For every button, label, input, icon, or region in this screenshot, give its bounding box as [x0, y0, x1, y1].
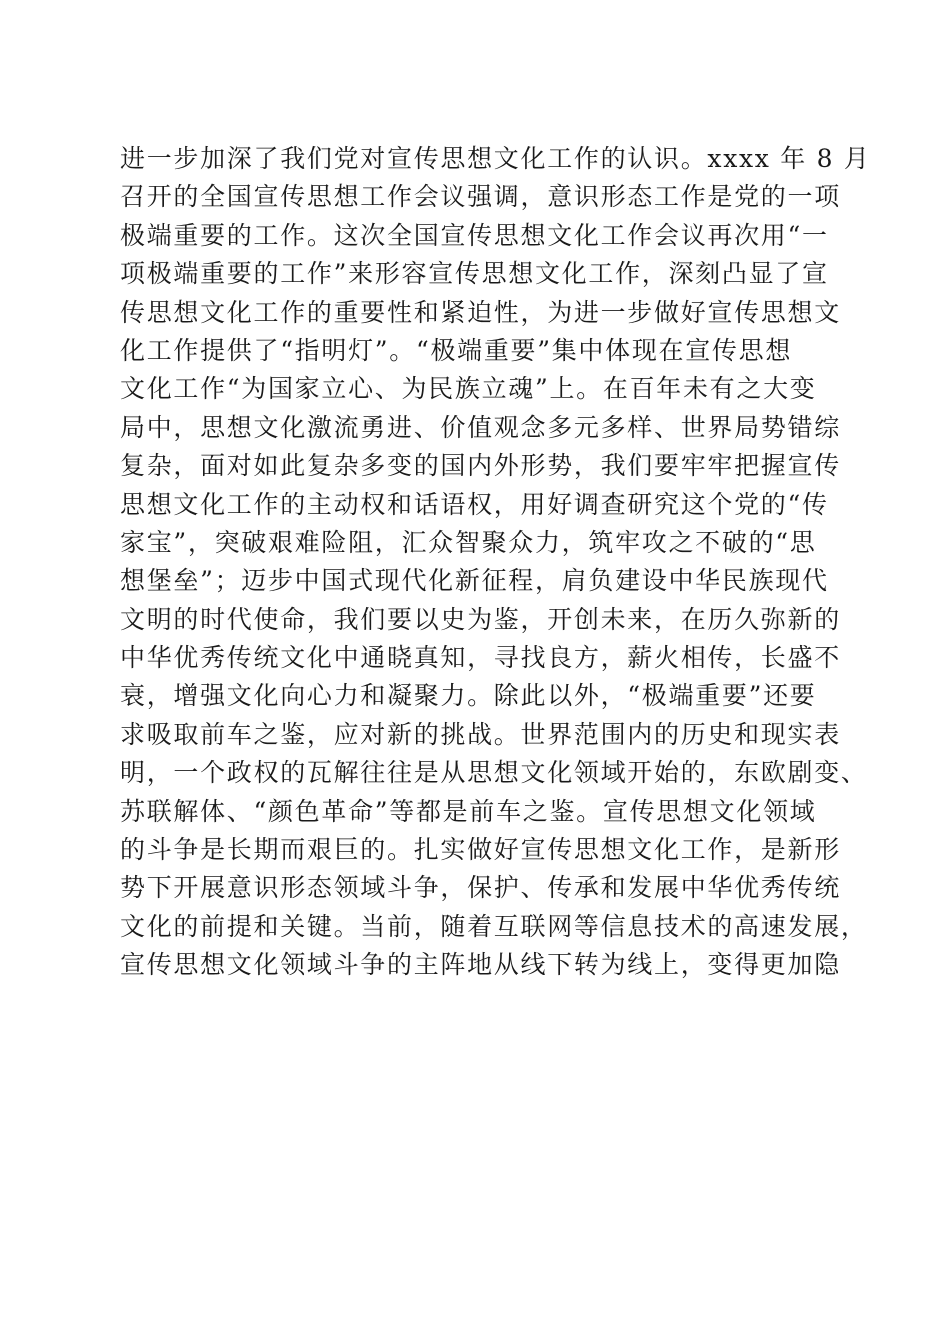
text-line: 化工作提供了“指明灯”。“极端重要”集中体现在宣传思想 [120, 335, 793, 365]
text-line: 衰，增强文化向心力和凝聚力。除此以外，“极端重要”还要 [120, 681, 817, 711]
text-line: 中华优秀传统文化中通晓真知，寻找良方，薪火相传，长盛不 [120, 643, 841, 673]
text-line: 复杂，面对如此复杂多变的国内外形势，我们要牢牢把握宣传 [120, 451, 841, 481]
text-line: 想堡垒”；迈步中国式现代化新征程，肩负建设中华民族现代 [120, 566, 829, 596]
text-line: 明，一个政权的瓦解往往是从思想文化领域开始的，东欧剧变、 [120, 758, 868, 788]
text-line: 求吸取前车之鉴，应对新的挑战。世界范围内的历史和现实表 [120, 719, 841, 749]
text-line: 召开的全国宣传思想工作会议强调，意识形态工作是党的一项 [120, 182, 841, 212]
text-line: 苏联解体、“颜色革命”等都是前车之鉴。宣传思想文化领域 [120, 796, 817, 826]
text-line: 势下开展意识形态领域斗争，保护、传承和发展中华优秀传统 [120, 873, 841, 903]
text-line: 思想文化工作的主动权和话语权，用好调查研究这个党的“传 [120, 489, 829, 519]
text-line: 传思想文化工作的重要性和紧迫性，为进一步做好宣传思想文 [120, 297, 841, 327]
text-line: 的斗争是长期而艰巨的。扎实做好宣传思想文化工作，是新形 [120, 835, 841, 865]
text-line: 文化工作“为国家立心、为民族立魂”上。在百年未有之大变 [120, 374, 817, 404]
text-line: 宣传思想文化领域斗争的主阵地从线下转为线上，变得更加隐 [120, 950, 841, 980]
text-line: 项极端重要的工作”来形容宣传思想文化工作，深刻凸显了宣 [120, 259, 829, 289]
text-line: 极端重要的工作。这次全国宣传思想文化工作会议再次用“一 [120, 220, 829, 250]
text-line: 家宝”，突破艰难险阻，汇众智聚众力，筑牢攻之不破的“思 [120, 527, 817, 557]
text-line: 文化的前提和关键。当前，随着互联网等信息技术的高速发展， [120, 911, 868, 941]
body-paragraph [120, 140, 871, 985]
text-line: 进一步加深了我们党对宣传思想文化工作的认识。xxxx 年 8 月 [120, 144, 871, 173]
text-line: 文明的时代使命，我们要以史为鉴，开创未来，在历久弥新的 [120, 604, 841, 634]
text-line: 局中，思想文化激流勇进、价值观念多元多样、世界局势错综 [120, 412, 841, 442]
